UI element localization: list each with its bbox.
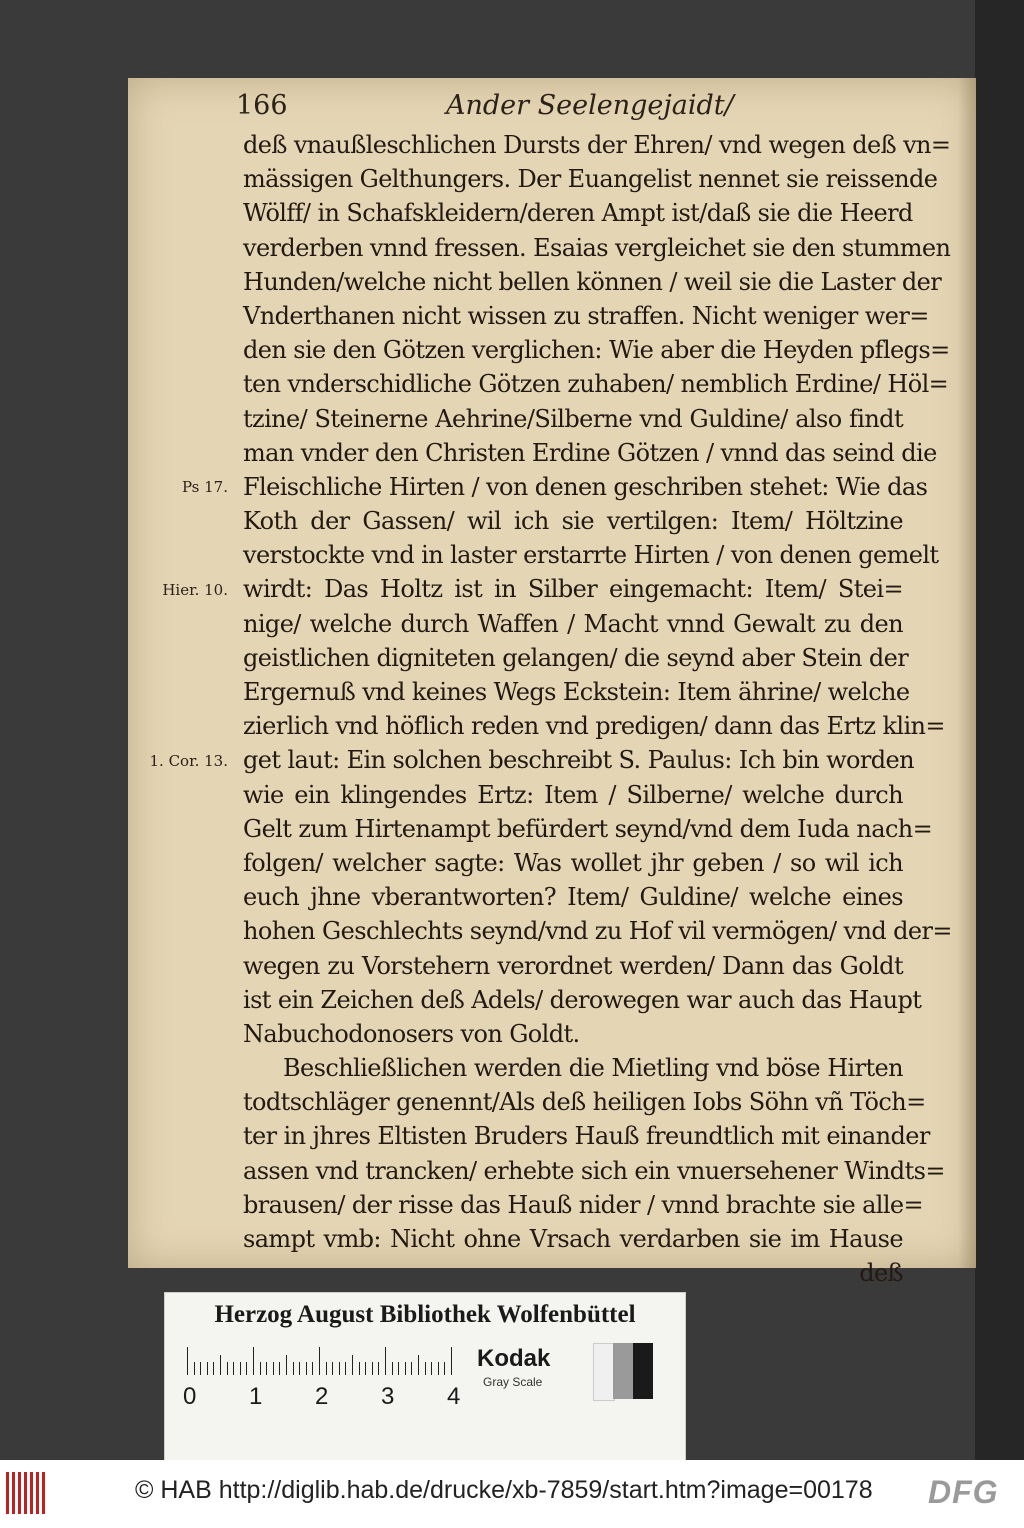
- ruler-tick: [405, 1362, 406, 1375]
- ruler-tick: [425, 1362, 426, 1375]
- kodak-subtitle: Gray Scale: [483, 1375, 543, 1389]
- scale-number: 4: [447, 1383, 461, 1410]
- ruler-tick: [200, 1362, 201, 1375]
- footer-bar: [0, 1460, 1024, 1528]
- text-line: assen vnd trancken/ erhebte sich ein vnuersehener Windts=: [243, 1156, 945, 1185]
- ruler-tick: [187, 1347, 188, 1375]
- ruler-tick: [365, 1362, 366, 1375]
- ruler-tick: [312, 1362, 313, 1375]
- ruler-tick: [279, 1362, 280, 1375]
- text-line: tzine/ Steinerne Aehrine/Silberne vnd Guldine/ also findt: [243, 404, 903, 433]
- ruler-tick: [398, 1362, 399, 1375]
- margin-note: 1. Cor. 13.: [149, 751, 228, 770]
- ruler-tick: [339, 1362, 340, 1375]
- scan-edge: [975, 0, 1024, 1460]
- text-line: Nabuchodonosers von Goldt.: [243, 1019, 580, 1048]
- text-line: Vnderthanen nicht wissen zu straffen. Nicht weniger wer=: [243, 301, 929, 330]
- text-line: get laut: Ein solchen beschreibt S. Paulus: Ich bin worden: [243, 746, 914, 775]
- text-line: wie ein klingendes Ertz: Item / Silberne/ welche durch: [243, 780, 903, 809]
- text-line: ter in jhres Eltisten Bruders Hauß freundtlich mit einander: [243, 1122, 930, 1151]
- margin-note: Ps 17.: [181, 478, 228, 496]
- scale-number: 3: [381, 1383, 395, 1410]
- ruler-tick: [326, 1362, 327, 1375]
- ruler-tick: [392, 1362, 393, 1375]
- ruler-tick: [352, 1355, 353, 1375]
- ruler-tick: [319, 1347, 320, 1375]
- ruler-tick: [444, 1362, 445, 1375]
- text-line: deß vnaußleschlichen Dursts der Ehren/ vnd wegen deß vn=: [243, 131, 951, 159]
- text-line: geistlichen digniteten gelangen/ die seynd aber Stein der: [243, 643, 909, 672]
- text-line: ist ein Zeichen deß Adels/ derowegen war auch das Haupt: [243, 985, 922, 1014]
- text-line: mässigen Gelthungers. Der Euangelist nennet sie reissende: [243, 165, 938, 194]
- text-line: den sie den Götzen verglichen: Wie aber die Heyden pflegs=: [243, 336, 950, 365]
- ruler-tick: [332, 1362, 333, 1375]
- ruler-tick: [345, 1362, 346, 1375]
- ruler-tick: [220, 1355, 221, 1375]
- text-line: man vnder den Christen Erdine Götzen / vnnd das seind die: [243, 438, 937, 467]
- text-line: hohen Geschlechts seynd/vnd zu Hof vil vermögen/ vnd der=: [243, 917, 952, 946]
- text-line: Hunden/welche nicht bellen können / weil sie die Laster der: [243, 267, 942, 296]
- ruler-tick: [451, 1347, 452, 1375]
- ruler-tick: [246, 1362, 247, 1375]
- text-line: Ergernuß vnd keines Wegs Eckstein: Item ährine/ welche: [243, 678, 910, 706]
- ruler-tick: [385, 1347, 386, 1375]
- ruler-tick: [213, 1362, 214, 1375]
- scale-number: 0: [183, 1383, 197, 1410]
- text-line: Gelt zum Hirtenampt befürdert seynd/vnd dem Iuda nach=: [243, 814, 933, 843]
- text-line: Beschließlichen werden die Mietling vnd böse Hirten: [283, 1054, 903, 1083]
- text-line: ten vnderschidliche Götzen zuhaben/ nemblich Erdine/ Höl=: [243, 370, 949, 399]
- ruler-tick: [378, 1362, 379, 1375]
- ruler-tick: [411, 1362, 412, 1375]
- scale-number: 1: [249, 1383, 263, 1410]
- text-line: folgen/ welcher sagte: Was wollet jhr geben / so wil ich: [243, 848, 903, 877]
- ruler-tick: [227, 1362, 228, 1375]
- ruler-tick: [207, 1362, 208, 1375]
- text-line: Fleischliche Hirten / von denen geschriben stehet: Wie das: [243, 472, 928, 501]
- text-line: Koth der Gassen/ wil ich sie vertilgen: Item/ Höltzine: [243, 507, 903, 536]
- ruler-tick: [260, 1362, 261, 1375]
- library-name: Herzog August Bibliothek Wolfenbüttel: [214, 1301, 636, 1328]
- margin-note: Hier. 10.: [162, 580, 228, 599]
- text-line: verderben vnnd fressen. Esaias vergleichet sie den stummen: [243, 233, 951, 262]
- text-line: todtschläger genennt/Als deß heiligen Iobs Söhn vñ Töch=: [243, 1088, 926, 1117]
- text-line: euch jhne vberantworten? Item/ Guldine/ welche eines: [243, 883, 903, 912]
- text-line: deß: [859, 1259, 903, 1288]
- ruler-tick: [306, 1362, 307, 1375]
- ruler-tick: [418, 1355, 419, 1375]
- text-line: wirdt: Das Holtz ist in Silber eingemacht: Item/ Stei=: [243, 575, 903, 604]
- text-line: verstockte vnd in laster erstarrte Hirten / von denen gemelt: [243, 541, 939, 570]
- dfg-logo: DFG: [928, 1474, 999, 1510]
- page-number: 166: [236, 90, 288, 121]
- book-page: [128, 78, 976, 1288]
- text-line: zierlich vnd höflich reden vnd predigen/ dann das Ertz klin=: [243, 712, 945, 741]
- page-body-text: [243, 128, 952, 1290]
- text-line: sampt vmb: Nicht ohne Vrsach verdarben sie im Hause: [243, 1225, 903, 1253]
- ruler-tick: [438, 1362, 439, 1375]
- text-line: brausen/ der risse das Hauß nider / vnnd brachte sie alle=: [243, 1190, 924, 1219]
- text-line: wegen zu Vorstehern verordnet werden/ Dann das Goldt: [243, 951, 903, 980]
- gray-patch-white: [593, 1343, 615, 1401]
- kodak-logo: Kodak: [477, 1345, 551, 1372]
- ruler-tick: [240, 1362, 241, 1375]
- ruler-tick: [359, 1362, 360, 1375]
- library-icon: [6, 1472, 46, 1514]
- ruler-tick: [431, 1362, 432, 1375]
- ruler-tick: [253, 1347, 254, 1375]
- text-line: Wölff/ in Schafskleidern/deren Ampt ist/daß sie die Heerd: [243, 199, 913, 228]
- running-head: Ander Seelengejaidt/: [446, 90, 734, 121]
- gray-patch-mid: [613, 1343, 633, 1399]
- gray-patch-black: [633, 1343, 653, 1399]
- copyright-url[interactable]: © HAB http://diglib.hab.de/drucke/xb-7859/start.htm?image=00178: [135, 1476, 873, 1504]
- ruler-tick: [266, 1362, 267, 1375]
- ruler-tick: [293, 1362, 294, 1375]
- text-line: nige/ welche durch Waffen / Macht vnnd Gewalt zu den: [243, 609, 903, 638]
- ruler-tick: [299, 1362, 300, 1375]
- scale-ruler: [187, 1347, 457, 1375]
- page-header: [236, 90, 856, 124]
- ruler-tick: [194, 1362, 195, 1375]
- ruler-tick: [372, 1362, 373, 1375]
- ruler-tick: [273, 1362, 274, 1375]
- scale-number: 2: [315, 1383, 329, 1410]
- ruler-tick: [233, 1362, 234, 1375]
- ruler-tick: [286, 1355, 287, 1375]
